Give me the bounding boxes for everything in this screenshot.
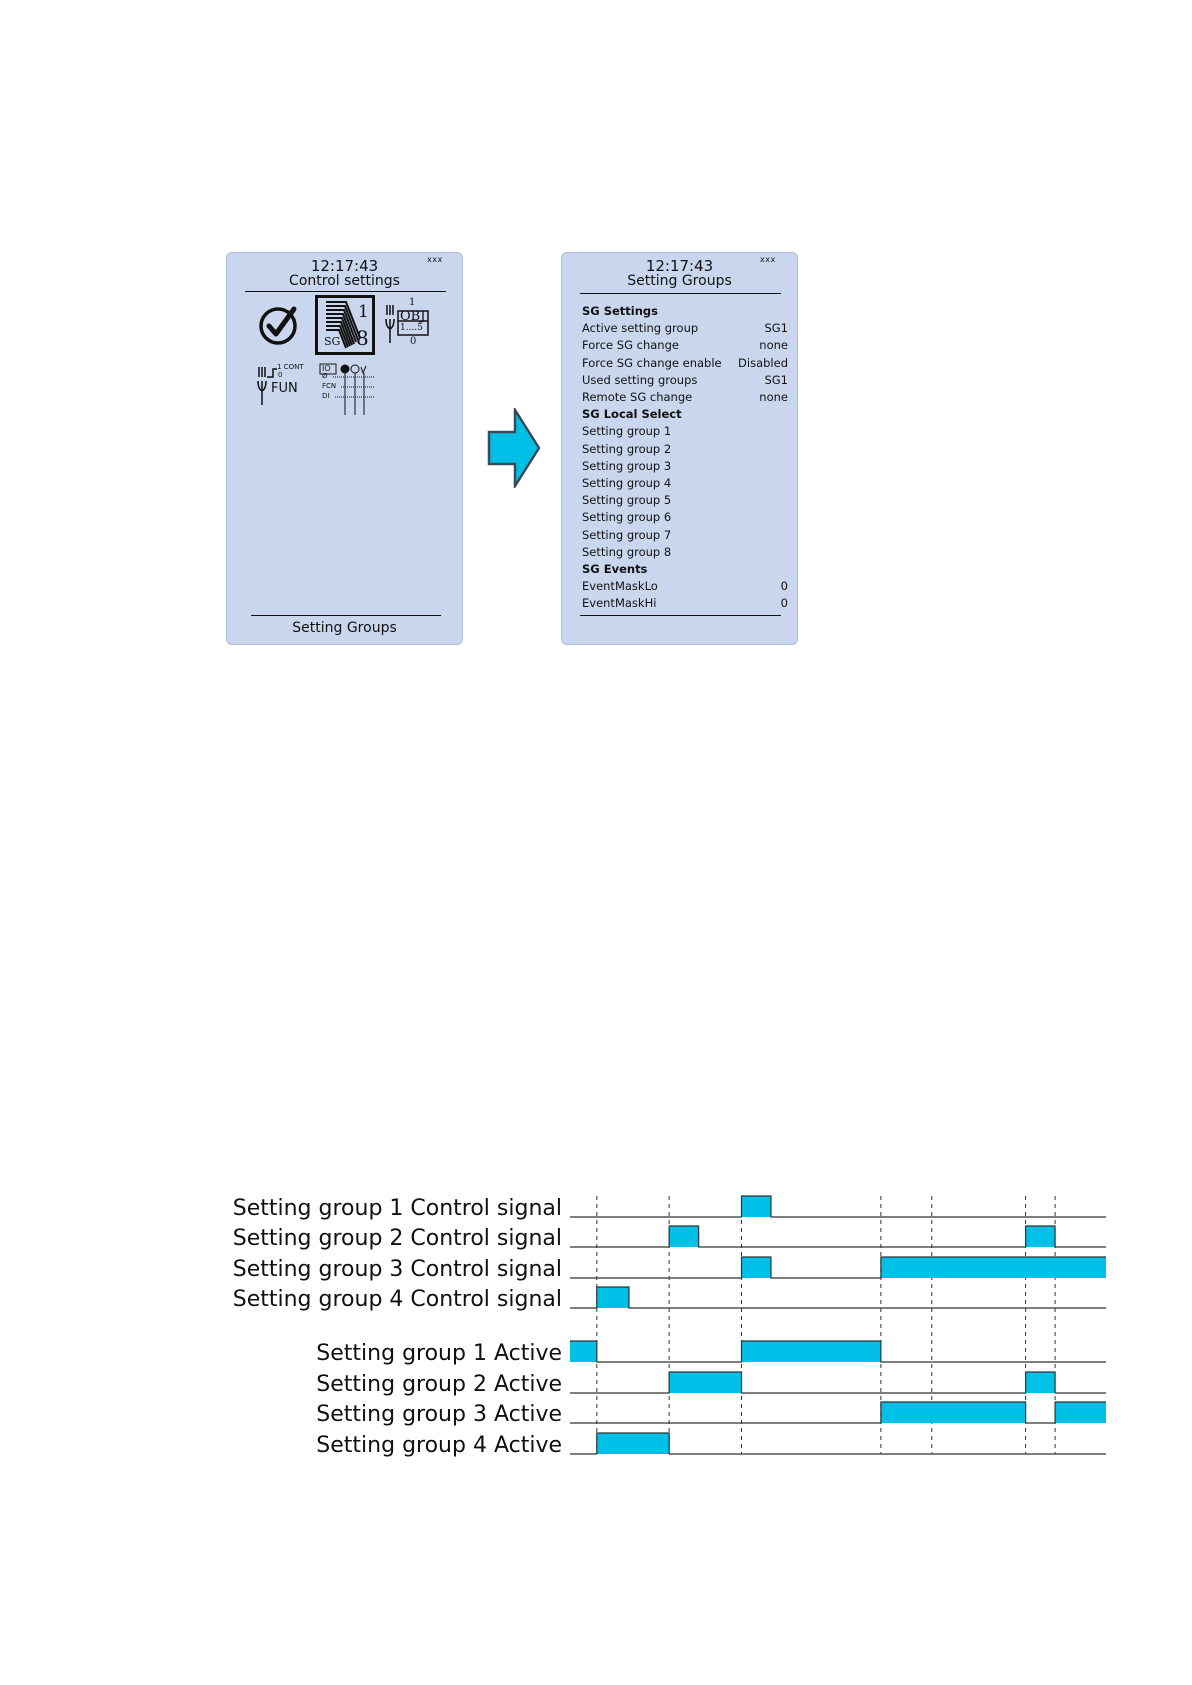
signal-waveform [570,1226,1106,1247]
menu-item-value: SG1 [764,321,788,336]
signal-pulse [597,1433,669,1454]
selected-item-label: Setting Groups [292,620,397,636]
menu-item-label: EventMaskHi [582,596,657,611]
signal-label: Setting group 4 Active [316,1433,562,1458]
io-row-zero: Ø [322,372,328,380]
signal-pulse [742,1196,771,1217]
signal-waveform [570,1287,1106,1308]
clock: 12:17:43 [310,257,379,275]
menu-item-label: SG Local Select [582,407,682,422]
sg-label: SG [324,335,341,348]
menu-item-label: Setting group 5 [582,493,672,508]
signal-pulse [742,1341,881,1362]
fun-cont-label: 1 CONT [277,363,304,371]
menu-item-label: Setting group 3 [582,458,672,473]
menu-item-label: Remote SG change [582,390,693,404]
signal-waveform [570,1372,1106,1393]
menu-item-value: 0 [780,596,788,611]
obj-label: OBJ [400,309,426,324]
menu-item-value: none [759,390,788,404]
menu-item-label: SG Settings [582,304,659,318]
menu-item-label: Force SG change [582,338,679,353]
menu-item-value: SG1 [764,372,788,387]
signal-label: Setting group 2 Control signal [232,1226,562,1251]
signal-pulse [1055,1402,1106,1423]
signal-waveform [570,1402,1106,1423]
menu-item-label: Used setting groups [582,372,698,387]
signal-pulse [1026,1372,1055,1393]
screen-title: Control settings [289,273,400,289]
sg-top-number: 1 [358,302,369,322]
signal-pulse [570,1341,597,1362]
signal-pulse [597,1287,629,1308]
menu-item-label: SG Events [582,562,648,576]
menu-item-label: Setting group 4 [582,476,672,490]
menu-item-label: Active setting group [582,321,699,336]
obj-range: 1....5 [400,323,423,333]
status-indicator: xxx [760,255,776,264]
menu-item-label: Setting group 1 [582,424,672,439]
menu-item-value: none [759,338,788,353]
signal-label: Setting group 2 Active [316,1372,562,1397]
status-indicator: xxx [427,255,443,264]
io-row-di: DI [322,392,330,400]
menu-item-label: Force SG change enable [582,355,722,370]
clock: 12:17:43 [645,257,714,275]
menu-item-label: Setting group 6 [582,510,672,525]
signal-label: Setting group 3 Control signal [232,1257,562,1282]
obj-top-number: 1 [409,297,416,308]
signal-label: Setting group 1 Control signal [232,1196,562,1221]
io-row-fcn: FCN [322,382,337,390]
signal-label: Setting group 4 Control signal [232,1287,562,1312]
fun-zero: 0 [278,371,283,379]
fun-label: FUN [271,381,298,396]
signal-pulse [881,1402,1026,1423]
menu-item-value: Disabled [738,355,788,370]
signal-pulse [1026,1226,1055,1247]
sg-bottom-number: 8 [356,326,369,350]
menu-item-label: EventMaskLo [582,579,658,594]
signal-pulse [669,1226,698,1247]
io-label: IO [322,364,331,373]
signal-pulse [742,1257,771,1278]
signal-pulse [669,1372,741,1393]
screen-title: Setting Groups [627,273,732,289]
signal-pulse [881,1257,1106,1278]
menu-item-label: Setting group 7 [582,527,672,542]
menu-item-value: 0 [780,579,788,594]
signal-label: Setting group 3 Active [316,1402,562,1427]
obj-bottom-number: 0 [410,336,417,347]
menu-item-label: Setting group 8 [582,544,672,559]
menu-item-label: Setting group 2 [582,441,672,456]
signal-label: Setting group 1 Active [316,1341,562,1366]
